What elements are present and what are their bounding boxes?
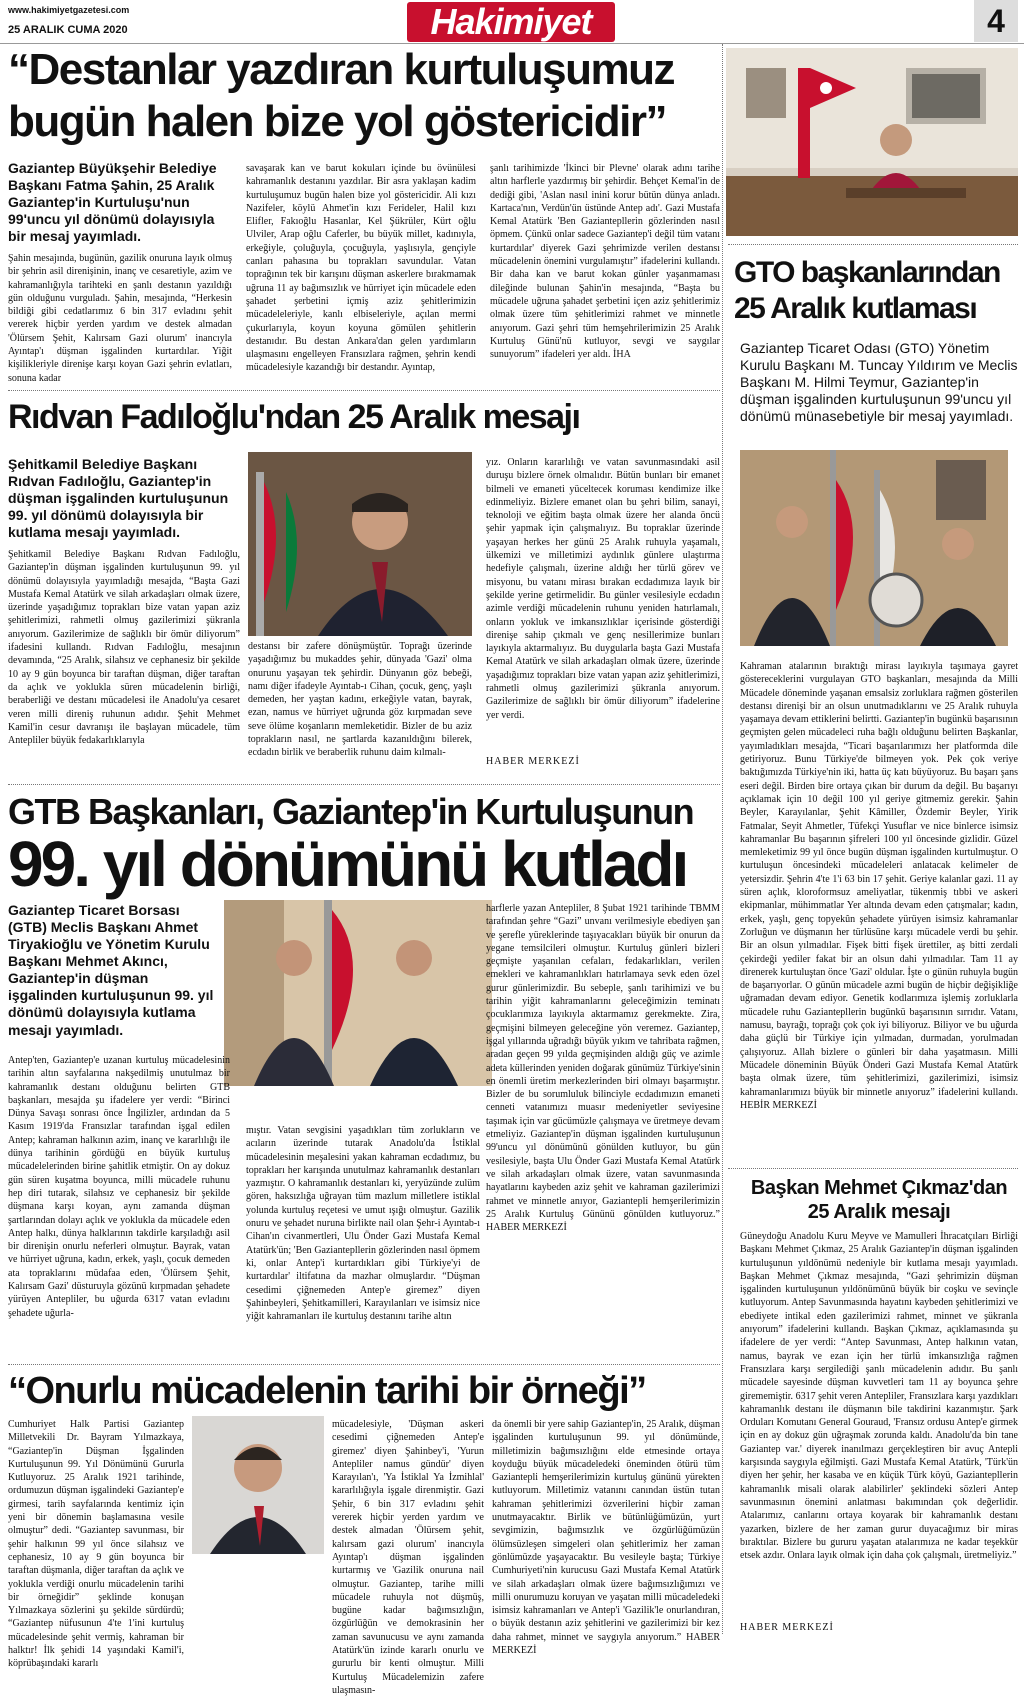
- a1-headline-1: “Destanlar yazdıran kurtuluşumuz: [8, 45, 674, 94]
- a3-col-3: harflerle yazan Antepliler, 8 Şubat 1921 tarihinde TBMM tarafından şehre “Gazi” unvanı verilmesiyle ebediyen şan ve şerefle yüreklerinde taşıyacakları büyük bir onurun da yegane temsilcileri olmuştur. Kurtuluş günleri bizleri geçmişte yaşanılan cefaları, fedakarlıkları, verilen emekleri ve kahramanlıkları hatırlamaya sevk eden özel gurur günlerimizdir. Bu sebeple, şanlı tarihimizi ve bu tarihin yiğit kahramanlarını geleceğimizin teminatı çocuklarımıza layıkıyla aktarmamız gerekmekte. Zira, geçmişini bilmeyen geleceğine yön veremez. Gaziantep, işgal yıllarında uğradığı büyük yıkım ve tahribata rağmen, aradan geçen 99 yılda geçmişinden aldığı güç ve azimle adeta küllerinden yeniden doğarak günümüz Türkiye'sinin en önemli üretim merkezlerinden biri olmayı başarmıştır. Bizler de bu sorumluluk bilinciyle ecdadımızın emaneti cenneti vatanımızı muasır medeniyetler seviyesine taşımak için var gücümüzle çalışmaya ve üretmeye devam etmeliyiz. Gaziantep'in düşman işgalinden kurtuluşunun 99'uncu yıl dönümünü gönülden kutluyor, bu gün vesilesiyle, başta Ulu Önder Gazi Mustafa Kemal Atatürk ve silah arkadaşları olmak üzere, vatan savunmasında hayatlarını kaybeden aziz şehit ve kahraman gazilerimizi rahmet ve minnetle anıyor, Gaziantepli hemşerilerimizin 25 Aralık Kurtuluş Gününü gönülden kutluyoruz.” HABER MERKEZİ: [486, 903, 720, 1234]
- a1-lead: Gaziantep Büyükşehir Belediye Başkanı Fatma Şahin, 25 Aralık Gaziantep'in Kurtuluşu'nun 99'uncu yıl dönümü dolayısıyla bir mesaj yayımladı.: [8, 160, 217, 245]
- divider: [8, 390, 720, 391]
- a4-headline: “Onurlu mücadelenin tarihi bir örneği”: [8, 1370, 646, 1412]
- photo-sahin: [726, 48, 1018, 236]
- a3-lead: Gaziantep Ticaret Borsası (GTB) Meclis Başkanı Ahmet Tiryakioğlu ve Yönetim Kurulu Başkanı Mehmet Akıncı, Gaziantep'in düşman işgalinden kurtuluşunun 99. yıl dönümü dolayısıyla kutlama mesajı yayımladı.: [8, 902, 214, 1038]
- a6-headline-1: Başkan Mehmet Çıkmaz'dan: [750, 1177, 1008, 1199]
- a3-headline-1: GTB Başkanları, Gaziantep'in Kurtuluşunun: [8, 791, 694, 832]
- a5-headline-1: GTO başkanlarından: [734, 256, 1000, 289]
- photo-gto: [740, 450, 1008, 646]
- a3-col-1: Antep'ten, Gaziantep'e uzanan kurtuluş mücadelesinin tarihin altın sayfalarına nakşedilmiş unutulmaz bir kahramanlık destanı olduğunu belirten GTB başkanları, mesajda şu ifadelere yer verdi: “Birinci Dünya Savaşı sonrası önce İngilizler, ardından da 5 Kasım 1919'da Fransızlar tarafından işgal edilen Antep; kahraman halkının azim, inanç ve kararlılığı ile dünya tarihinin gördüğü en büyük kurtuluş mücadelelerinden birine şahitlik etmiştir. On ay dokuz gün süren kuşatma boyunca, milli mücadele ruhunu hep diri tutarak, silahsız ve cephanesiz bir şekilde düşmana karşı koyan, aynı zamanda düşman şartlarından dolayı açlık ve yoklukla da mücadele eden Antep halkı, dünya halklarının takdirle karşıladığı asil bir direnişin onurlu neferleri olmuştur. Bayrak, vatan ve hürriyet uğruna, kadın, erkek, yaşlı, çocuk demeden ata topraklarını müdafaa eden, 'Ölürsem Şehit, Kalırsam Gazi' düsturuyla gözünü kırpmadan şehadete yürüyen Antepliler, bu uğurda 6317 vatan evladını şehadete uğurla-: [8, 1055, 230, 1319]
- newspaper-logo: [407, 2, 615, 42]
- portrait-icon: [192, 1416, 324, 1554]
- a2-lead: Şehitkamil Belediye Başkanı Rıdvan Fadıloğlu, Gaziantep'in düşman işgalinden kurtuluşunun 99. yıl dönümü dolayısıyla bir kutlama mesajı yayımladı.: [8, 456, 229, 541]
- divider: [728, 1168, 1018, 1169]
- a2-col-1: Şehitkamil Belediye Başkanı Rıdvan Fadıloğlu, Gaziantep'in düşman işgalinden kurtuluşunun 99. yıl dönümü dolayısıyla yayımladığı mesajda, “Başta Gazi Mustafa Kemal Atatürk ve silah arkadaşları olmak üzere, üzerinde yaşadığımız toprakları bize vatan yapan aziz şehitlerimizi, rahmetli olmuş gazilerimizi şükranla anıyorum. Gazilerimize de sağlıklı bir ömür diliyorum” ifadesini kullandı. Rıdvan Fadıloğlu, mesajının devamında, “25 Aralık, silahsız ve cephanesiz bir şekilde 10 ay 9 gün boyunca bir taraftan düşman, diğer taraftan da açlık ve yoklukla süren mücadelenin birliği, beraberliği ve destanı mücadelesi ile Anadolu'ya cesaret veren milli direniş ruhunun adıdır. Şehit Mehmet Kamil'in cesur davranışı ile başlayan mücadele, tüm Antepliler büyük fedakarlıklarıyla: [8, 549, 240, 747]
- issue-date: 25 ARALIK CUMA 2020: [8, 24, 128, 36]
- a5-body: Kahraman atalarının bıraktığı mirası layıkıyla taşımaya gayret göstereceklerini vurgulayan GTO başkanları, mesajında da Milli Mücadele döneminde yaşanan emsalsiz zorluklara rağmen gösterilen destansı direnişi bir an olsun unutmadıklarını ve 25 Aralık ruhuyla yaşamaya devam ettiklerini belirtti. Gaziantep'in bugünkü başarısının geçmişten gelen mücadeleci ruha bağlı olduğunu belirten Başkanlar, yayımladıkları mesajda, “Ticari başarılarımızı her platformda dile getiriyoruz. Bunu Türkiye'de bilmeyen yok. Pek çok veriye baktığımızda Türkiye'nin iki, hatta üç katı büyüyoruz. Bu başarı şans eseri değil. Birden bire ortaya çıkan bir durum da değil. Bu başarıyı açıklamak için 10 değil 100 yıl geriye gitmemiz gerekir. Şahin Beyler, Karayılanlar, Şehit Kâmiller, Özdemir Beyler, Yirik Fatmalar, Seyit Ahmetler, Tüfekçi Yusuflar ve nice binlerce isimsiz kahramanlar Bu başarının şifreleri 100 yıl öncesinde gizlidir. Güzel memleketimiz 99 yıl önce bugün düşman işgalinden kurtulmuştur. O kurtuluşun öncesindeki mücadeleleri anlatacak kelimeler de yetersizdir. Şehrin 4'te 1'i 63 bin 17 şehit. Geriye kalanlar gazi. 11 ay süren açlık, kloroformsuz ameliyatlar, tükenmiş tıbbi ve askeri ekipmanlar, mühimmatlar Yer altında devam eden çatışmalar; kadın, erkek, yaşlı, genç topyekûn şehadete yürüyen isimsiz kahramanlar Zorluğun ve düşmanın her türlüsüne karşı mücadele verdi bu şehir. Bir an olsun yılmadılar. Fişek bitti fişek ürettiler, aş bitti zerdali çekirdeği yediler fakat bir an olsun dahi yılmadılar. Tam 11 ay direnerek kurtuluştan önce 'Gazi' oldular. İşte o günün ruhuyla bugün de başarıyorlar. O günün mücadele azmi bugün de hiçbir değişikliğe uğramadan devam ediyor. Genetik kodlarımıza işlemiş zorluklarla mücadele ruhu Gaziantepllerin bugünkü başarısının sırrıdır. Vatanı, namusu, bayrağı, toprağı çok çok iyi biliyoruz. Biliyor ve bu uğurda daha güçlü bir Türkiye için yılmadan, durmadan, yorulmadan çalışıyoruz. Allah bizlere o günleri bir daha yaşatmasın. Milli Mücadele döneminin Büyük Önderi Gazi Mustafa Kemal Atatürk başta olmak üzere, tüm şehitlerimizi, gazilerimizi, isimsiz kahramanlarımızı büyük bir minnetle anıyoruz” ifadelerini kullandı. HEBİR MERKEZİ: [740, 661, 1018, 1111]
- a3-col-2: mıştır. Vatan sevgisini yaşadıkları tüm zorlukların ve acıların üzerinde tutarak Anadolu'da İstiklal mücadelesinin meşalesini yakan kahraman ecdadımız, bu toprakları her karışında unutulmaz kahramanlık destanları yazmıştır. O kahramanlık destanları ki, yeryüzünde zulüm gören, haksızlığa uğrayan tüm mazlum milletlere istiklal yolunda kurtuluş reçetesi ve umut ışığı olmuştur. Gazilik onuru ve şehadet nuruna birlikte nail olan Şehr-i Ayıntab-ı Cihan'ın civanmertleri, Ulu Önder Gazi Mustafa Kemal Atatürk'ün; 'Ben Gaziantepllerin gözlerinden nasıl öpmem ki, onlar Antep'i kurtardıkları gibi Türkiye'yi de kurtardılar' iltifatına da mazhar olmuşlardır. “Düşman cesedimi çiğnemeden Antep'e giremez” diyen Şahinbeyleri, Şehitkamilleri, Karayılanları ve isimsiz nice yiğit kahramanları ile kurtuluş destanını tarihe altın: [246, 1125, 480, 1323]
- a2-headline: Rıdvan Fadıloğlu'ndan 25 Aralık mesajı: [8, 398, 580, 436]
- a4-col-2: mücadelesiyle, 'Düşman askeri cesedimi çiğnemeden Antep'e giremez' diyen Şahinbey'i, 'Yurun Antepliler namus gündür' diyen Karayılan'ı, 'Ya İstiklal Ya İzmihlal' kararlılığıyla işgale direnmiştir. Gazi Şehir, 6 bin 317 evladını şehit vererek hiçbir yerden yardım ve destek almadan 'Ölürsem şehit, kalırsam gazi olurum' inancıyla Ayıntap'ı düşman işgalinden kurtarmış ve 'Gazilik onuruna nail olmuştur. Gaziantep, tarihe milli mücadele ruhuyla not düşmüş, bugüne kadar bağımsızlığın, özgürlüğün ve demokrasinin her zaman savunucusu ve aynı zamanda Atatürk'ün izinde kararlı onurlu ve gururlu bir kenti olmuştur. Milli Kurtuluş Mücadelemizin zafere ulaşmasın-: [332, 1419, 484, 1696]
- a1-headline-2: bugün halen bize yol göstericidir”: [8, 97, 666, 146]
- a3-headline-2: 99. yıl dönümünü kutladı: [8, 828, 687, 900]
- a4-col-1: Cumhuriyet Halk Partisi Gaziantep Milletvekili Dr. Bayram Yılmazkaya, “Gaziantep'in Düşman İşgalinden Kurtuluşunun 99. Yıl Dönümünü Gururla Kutluyoruz. 25 Aralık 1921 tarihinde, ordumuzun düşman işgalindeki Gaziantep'e girmesi, tarih sayfalarında kentimiz için yeni bir dönemin başlamasına vesile olmuştur” dedi. “Gaziantep savunması, bir şehir halkının 99 yıl önce silahsız ve cephanesiz, 10 ay 9 gün boyunca bir taraftan düşmanla, diğer taraftan da açlık ve yoklukla verdiği onurlu mücadelenin tarihi bir örneğidir” şeklinde konuşan Yılmazkaya sözlerini şu şekilde sürdürdü; “Gaziantep nüfusunun 4'te 1'ini kurtuluş mücadelesinde şehit vermiş, kahraman bir halktır! İlk şehidi 14 yaşındaki Kamil'i, köprübaşındaki kararlı: [8, 1419, 184, 1670]
- divider: [8, 1364, 720, 1365]
- a5-lead: Gaziantep Ticaret Odası (GTO) Yönetim Kurulu Başkanı M. Tuncay Yıldırım ve Meclis Başkanı M. Hilmi Teymur, Gaziantep'in düşman işgalinden kurtuluşunun 99'uncu yıl dönümü münasebetiyle bir mesaj yayımladı.: [740, 340, 1018, 425]
- logo-text: Hakimiyet: [430, 1, 592, 42]
- a6-body: Güneydoğu Anadolu Kuru Meyve ve Mamulleri İhracatçıları Birliği Başkanı Mehmet Çıkmaz, 25 Aralık Gaziantep'in düşman işgalinden kurtuluşunun yıldönümü nedeniyle bir kutlama mesajı yayımladı. Başkan Mehmet Çıkmaz mesajında, “Gazi şehrimizin düşman işgalinden kurtuluşunun yıldönümünü büyük bir coşku ve sevinçle kutluyorum. Antep Savunmasında hayatını kaybeden şehitlerimizi ve ebediyete intikal eden gazilerimizi rahmet, minnet ve şükranla anıyorum” ifadelerini kullandı. Başkan Çıkmaz, açıklamasında şu ifadelere de yer verdi: “Antep Savunması, Antep halkının vatan, namus, bayrak ve ezan için her türlü imkansızlığa rağmen Fransızlara karşı sergilediği şanlı mücadelenin adıdır. Bu şanlı mücadele sayesinde düşman kuvvetleri tam 11 ay boyunca şehre girememiştir. 6317 şehit veren Antepliler, Fransızlara karşı yazdıkları kahramanlık destanı ile düşmanın bile takdirini kazanmıştır. Şark Orduları Komutanı General Gouraud, 'Fransız ordusu Antep'e girmek için en ay dokuz gün uğraşmak zorunda kaldı. Anadolu'da bin tane Gaziantep var.' diyerek inanılmazı gerçekleştiren bir avuç Antepli karşısında saygıyla eğilmişti. Gazi Mustafa Kemal Atatürk, 'Türk'ün diyen her şehir, her kasaba ve en küçük Türk köyü, Gaziantepllerin kahramanlık misali olarak alabilirler' şeklindeki sözleri Antep savunmasının önemini anlatması bakımından çok değerlidir. Atalarımız, canlarını ortaya koyarak bir kahramanlık destanı yazarken, bizlere de her zaman gurur duyacağımız bir miras bıraktılar. Bizlere bu gururu yaşatan atalarımıza ne kadar teşekkür etsek azdır. Onlara layık olmak için daha çok çalışmalı, üretmeliyiz.”: [740, 1231, 1018, 1562]
- portrait-icon: [248, 452, 472, 636]
- page-number: 4: [974, 0, 1018, 42]
- a6-byline: HABER MERKEZİ: [740, 1622, 834, 1633]
- a1-col-3: şanlı tarihimizde 'İkinci bir Plevne' olarak adını tarihe altın harflerle yazdırmış bir şehirdir. Behçet Kemal'in de dediği gibi, 'Aslan nasıl inini korur bütün dünya anladı. Kartaca'nın, Verdün'ün üstünde Antep adı'. Gazi Mustafa Kemal Atatürk 'Ben Gaziantepllerin gözlerinden nasıl öpmem. Çünkü onlar sadece Gaziantep'i değil tüm vatanı kurtardılar' diyerek Gazi şehrimizde verilen destansı mücadelenin önemini vurgulamıştır” ifadelerini kullandı. Bir daha kan ve barut kokan günler yaşanmaması dileğinde bulunan Şahin'in mesajında, “Başta bu mücadele uğruna şahadet şerbetini içen aziz şehitlerimiz olmak üzere tüm şehitlerimizi rahmet ve minnetle anıyorum. Gazi şehri tüm hemşehrilerimizin 25 Aralık Kurtuluş Günü'nü kutluyor, sevgi ve saygılar sunuyorum” ifadeleri yer aldı. İHA: [490, 163, 720, 361]
- site-url[interactable]: www.hakimiyetgazetesi.com: [8, 5, 130, 15]
- masthead: [0, 0, 1024, 44]
- a1-col-1: Şahin mesajında, bugünün, gazilik onuruna layık olmuş bir şehrin asil direnişinin, inanç ve cesaretiyle, azim ve kahramanlığıyla tarihteki en şanlı destanın yazıldığı gün olduğunu vurguladı. Şahin, mesajında, “Herkesin bildiği gibi cedatlarımız 6 bin 317 evladını şehit vererek hiçbir yerden yardım ve destek almadan 'Ölürsem Şehit, Kalırsam Gazi olurum' inancıyla Ayıntap'ı düşman işgalinden kurtardılar. Yiğit kişilikleriyle direnişe karşı koyan Gazi şehrin evlatları, sonuna kadar: [8, 253, 232, 384]
- a6-headline-2: 25 Aralık mesajı: [807, 1201, 951, 1223]
- a2-byline: HABER MERKEZİ: [486, 756, 580, 767]
- a2-col-2: destansı bir zafere dönüşmüştür. Toprağı üzerinde yaşadığımız bu mukaddes şehir, dünyada 'Gazi' olma onurunu yaşayan tek şehirdir. Dünyanın göz bebeği, namı diğer ifadeyle Ayıntab-ı Cihan, çocuk, genç, yaşlı demeden, her yaştan kadını, erkeğiyle vatan, bayrak, ezan, namus ve hürriyet uğrunda göz kırpmadan seve seve ölüme koşanların memleketidir. Bizler de bu aziz toprakların nasıl, ne şartlarda kazanıldığını bilerek, ecdadın birlik ve beraberlik ruhunu daim kılmalı-: [248, 641, 472, 759]
- divider: [722, 44, 723, 1634]
- a5-headline-2: 25 Aralık kutlaması: [734, 292, 977, 325]
- photo-fadiloglu: [248, 452, 472, 636]
- a1-col-2: savaşarak kan ve barut kokuları içinde bu övünülesi kahramanlık destanını yazdılar. Bir asra yaklaşan kadim kurtuluşumuz bugün halen bize yol göstericidir. Ali kızı Nazifeler, köylü Ahmet'in kızı Ferideler, Halil kızı Elifler, Fakıoğlu Hasanlar, Kel Şükrüler, Kürt oğlu Ulviler, Arap oğlu Caferler, bu büyük millet, kadınıyla, erkeğiyle, çoluğuyla, çocuğuyla, yaşlısıyla, gençiyle canları pahasına bu toprakları savundular. Vatan toprağının tek bir karışını düşman askerlere bırakmamak uğruna 11 ay bağımsızlık ve hürriyet için mücadele eden şahadet şerbetini içmiş aziz şehitlerimizin mücadeleleriyle, kanlı elbiseleriyle, açılan mermi çukurlarıyla, koyun koyuna gömülen şehitlerin destanıdır. Bu destan Ankara'dan gelen yardımların ulaşmasını engelleyen Fransızlara rağmen, şehrin kendi mücadelesiyle kazandığı bir destandır. Ayıntap,: [246, 163, 476, 374]
- ceremony-photo-icon: [740, 450, 1008, 646]
- photo-yilmazkaya: [192, 1416, 324, 1554]
- a2-col-3: yız. Onların kararlılığı ve vatan savunmasındaki asil duruşu bizlere örnek olmalıdır. Bütün bunları bir emanet bilmeli ve emaneti yüceltecek koruması kendimize ilke edinmeliyiz. Bizlere emanet olan bu şehri bilim, sanayi, teknoloji ve eğitim başta olmak üzere her alanda öncü şehir yapmak için çalışmalıyız. Bu topraklar üzerinde yaşayan herkes her günü 25 Aralık ruhuyla yaşamalı, ülkemizi ve milletimizi aydınlık günlere ulaştırma hedefiyle çalışmalı, üzerine aldığı her türlü görev ve misyonu, bu vatanı mirası bırakan ecdadımıza layık bir şekilde yerine getirmelidir. Bu günler vesilesiyle ecdadın azimle verdiği mücadelenin ruhunu yeniden hatırlamalı, onların yokluk ve imkansızlıklar içerisinde gösterdiği direnişe sahip çıkmalı ve genç nesillerimize bunları layıkıyla aktarmalıyız. Bu duygularla başta Gazi Mustafa Kemal Atatürk ve silah arkadaşları olmak üzere, üzerinde yaşadığımız toprakları bize vatan yapan aziz şehitlerimizi, rahmetli olmuş gazilerimizi şükranla anıyorum. Gazilerimize de sağlıklı bir ömür diliyorum” ifadelerine yer verdi.: [486, 457, 720, 721]
- divider: [728, 244, 1018, 245]
- photo-gtb: [224, 900, 492, 1086]
- a4-col-3: da önemli bir yere sahip Gaziantep'in, 25 Aralık, düşman işgalinden kurtuluşunun 99. yıl dönümünde, milletimizin bağımsızlığını elde etmesinde ortaya koyduğu büyük mücadeledeki öneminden ötürü tüm Gaziantepli hemşerilerimizin kurtuluş gününü yürekten kutluyorum. Milletimiz vatanını canından üstün tutan kahraman şehitlerimizi özverilerini hiçbir zaman unutmayacaktır. Birlik ve bütünlüğümüzün, yurt sevgimizin, bağımsızlık ve özgürlüğümüzün ölümsüzleşen simgeleri olan şehitlerimiz her zaman gönlümüzde yaşayacaktır. Bu vesileyle başta; Türkiye Cumhuriyeti'nin kurucusu Gazi Mustafa Kemal Atatürk ve silah arkadaşları olmak üzere bağımsızlığımızı ve milli onurumuzu koruyan ve yaşatan milli mücadeledeki isimsiz kahramanları ve Antep'i 'Gazilik'le onurlandıran, o büyük destanın aziz şehitlerini ve gazilerimizi bir kez daha rahmet, minnet ve saygıyla anıyorum.” HABER MERKEZİ: [492, 1419, 720, 1657]
- office-photo-icon: [726, 48, 1018, 236]
- divider: [8, 784, 720, 785]
- handshake-photo-icon: [224, 900, 492, 1086]
